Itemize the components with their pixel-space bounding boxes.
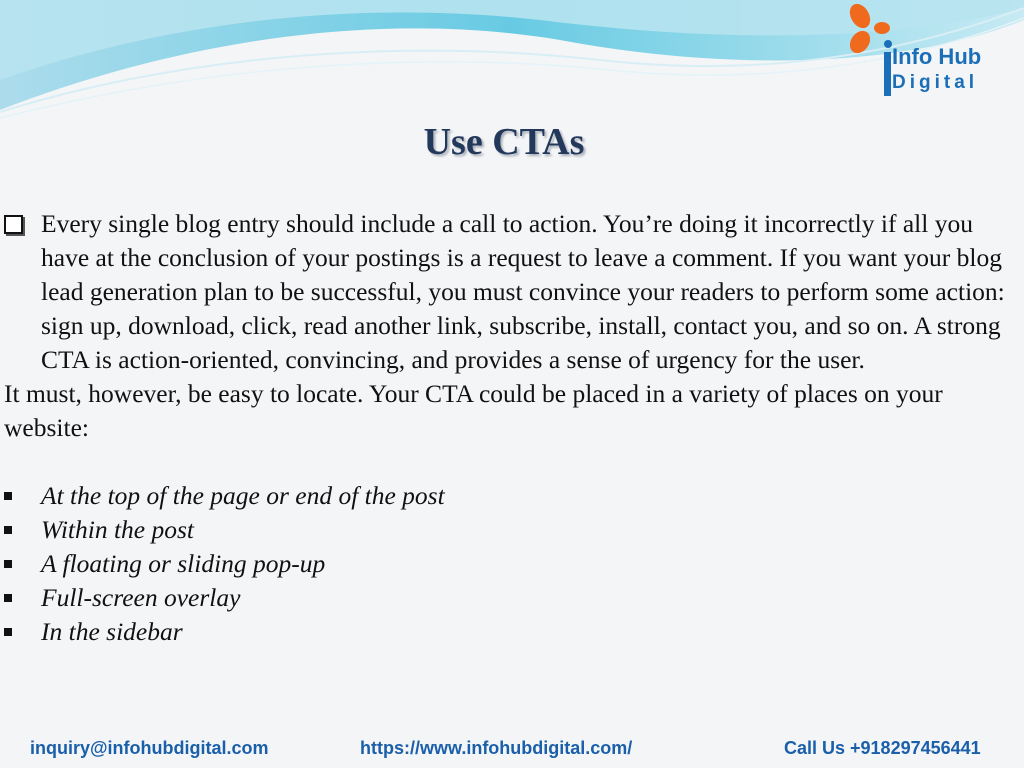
footer-phone-link[interactable]: Call Us +918297456441 <box>784 738 981 758</box>
square-bullet-icon <box>4 526 12 534</box>
checkbox-square-icon <box>4 215 23 234</box>
square-bullet-icon <box>4 492 12 500</box>
list-item <box>4 479 1019 513</box>
slide-title: Use CTAs <box>423 121 585 163</box>
body-paragraph: It must, however, be easy to locate. Your CTA could be placed in a variety of places on your website: <box>4 379 943 442</box>
footer-email-link[interactable]: inquiry@infohubdigital.com <box>30 738 269 758</box>
square-bullet-icon <box>4 628 12 636</box>
list-item-text: Full-screen overlay <box>41 583 241 612</box>
slide-body <box>4 207 1019 649</box>
list-item-text: At the top of the page or end of the post <box>41 481 445 510</box>
list-item <box>4 513 1019 547</box>
list-item <box>4 581 1019 615</box>
list-item-text: In the sidebar <box>41 617 183 646</box>
logo-text-line2: Digital <box>892 72 979 93</box>
logo-text-line1: Info Hub <box>892 44 982 69</box>
list-item-text: A floating or sliding pop-up <box>41 549 326 578</box>
list-item-text: Within the post <box>41 515 194 544</box>
list-item <box>4 615 1019 649</box>
square-bullet-icon <box>4 594 12 602</box>
footer-bar <box>0 736 1024 764</box>
lead-point <box>4 207 1019 377</box>
footer-website-link[interactable]: https://www.infohubdigital.com/ <box>360 738 633 758</box>
square-bullet-icon <box>4 560 12 568</box>
list-item <box>4 547 1019 581</box>
lead-point-text: Every single blog entry should include a call to action. You’re doing it incorrectly if all you have at the conclusion of your postings is a request to leave a comment. If you want your blog lead generation plan to be successful, you must convince your readers to perform some action: sign up, download, click, read another link, subscribe, install, contact you, and so on. A strong CTA is action-oriented, convincing, and provides a sense of urgency for the user. <box>41 209 1005 374</box>
placement-list <box>4 479 1019 649</box>
infohub-logo <box>840 2 1022 102</box>
